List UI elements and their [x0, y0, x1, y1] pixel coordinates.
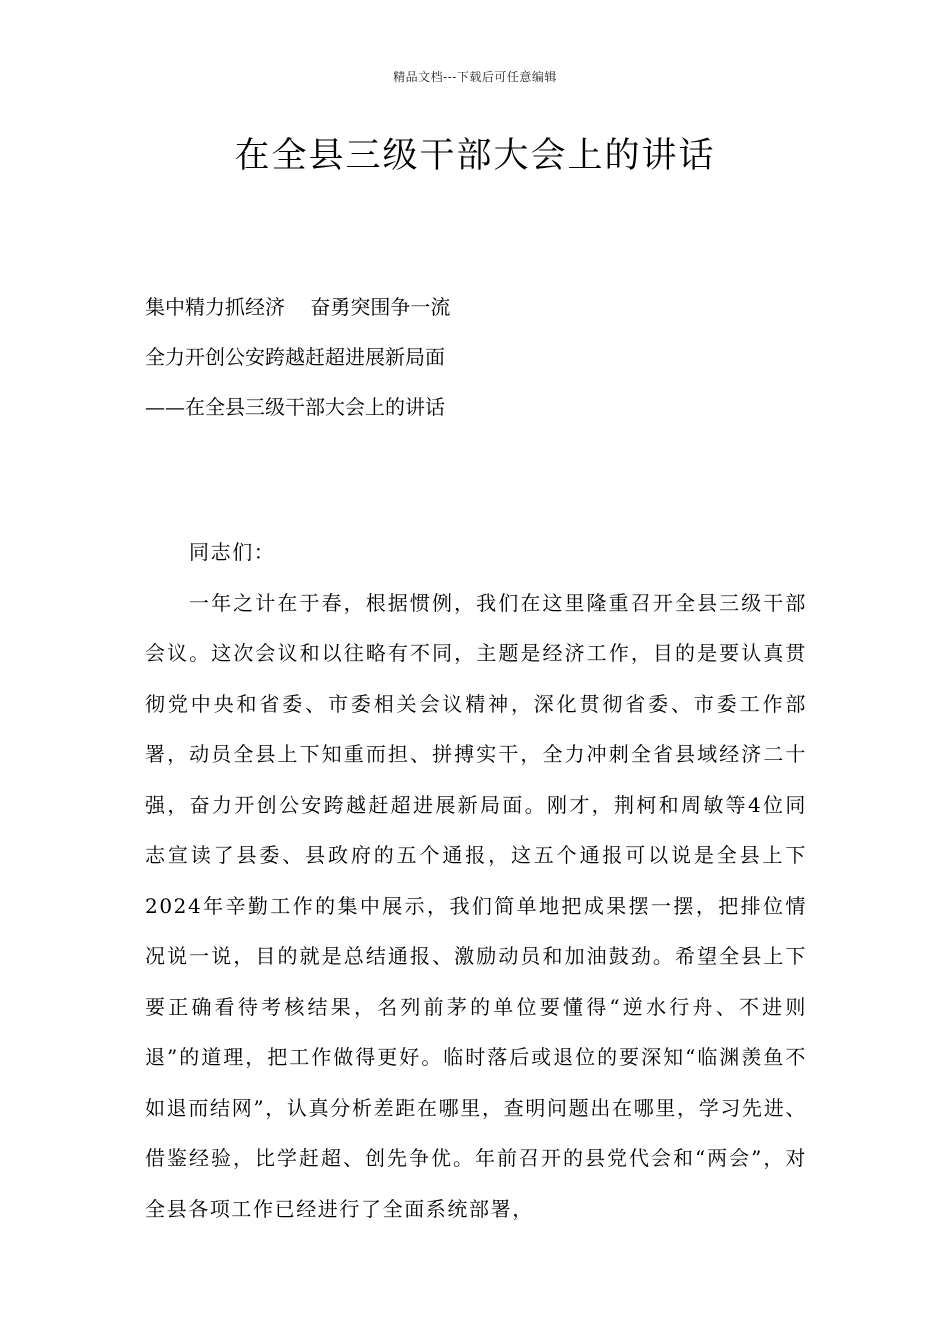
body-text	[145, 527, 807, 1234]
header-note: 精品文档---下载后可任意编辑	[393, 70, 557, 84]
subtitle-line: 全力开创公安跨越赶超进展新局面	[145, 345, 445, 369]
subtitle-line: ——在全县三级干部大会上的讲话	[145, 395, 445, 419]
subtitle-line: 集中精力抓经济 奋勇突围争一流	[145, 295, 451, 319]
document-title: 在全县三级干部大会上的讲话	[234, 136, 716, 176]
subtitle-block	[145, 282, 805, 432]
body-paragraph: 一年之计在于春，根据惯例，我们在这里隆重召开全县三级干部会议。这次会议和以往略有不同，主题是经济工作，目的是要认真贯彻党中央和省委、市委相关会议精神，深化贯彻省委、市委工作部署，动员全县上下知重而担、拼搏实干，全力冲刺全省县域经济二十强，奋力开创公安跨越赶超进展新局面。刚才，荆柯和周敏等4位同志宣读了县委、县政府的五个通报，这五个通报可以说是全县上下2024年辛勤工作的集中展示，我们简单地把成果摆一摆，把排位情况说一说，目的就是总结通报、激励动员和加油鼓劲。希望全县上下要正确看待考核结果，名列前茅的单位要懂得“逆水行舟、不进则退”的道理，把工作做得更好。临时落后或退位的要深知“临渊羡鱼不如退而结网”，认真分析差距在哪里，查明问题出在哪里，学习先进、借鉴经验，比学赶超、创先争优。年前召开的县党代会和“两会”，对全县各项工作已经进行了全面系统部署，	[145, 590, 807, 1221]
salutation: 同志们：	[189, 540, 276, 564]
